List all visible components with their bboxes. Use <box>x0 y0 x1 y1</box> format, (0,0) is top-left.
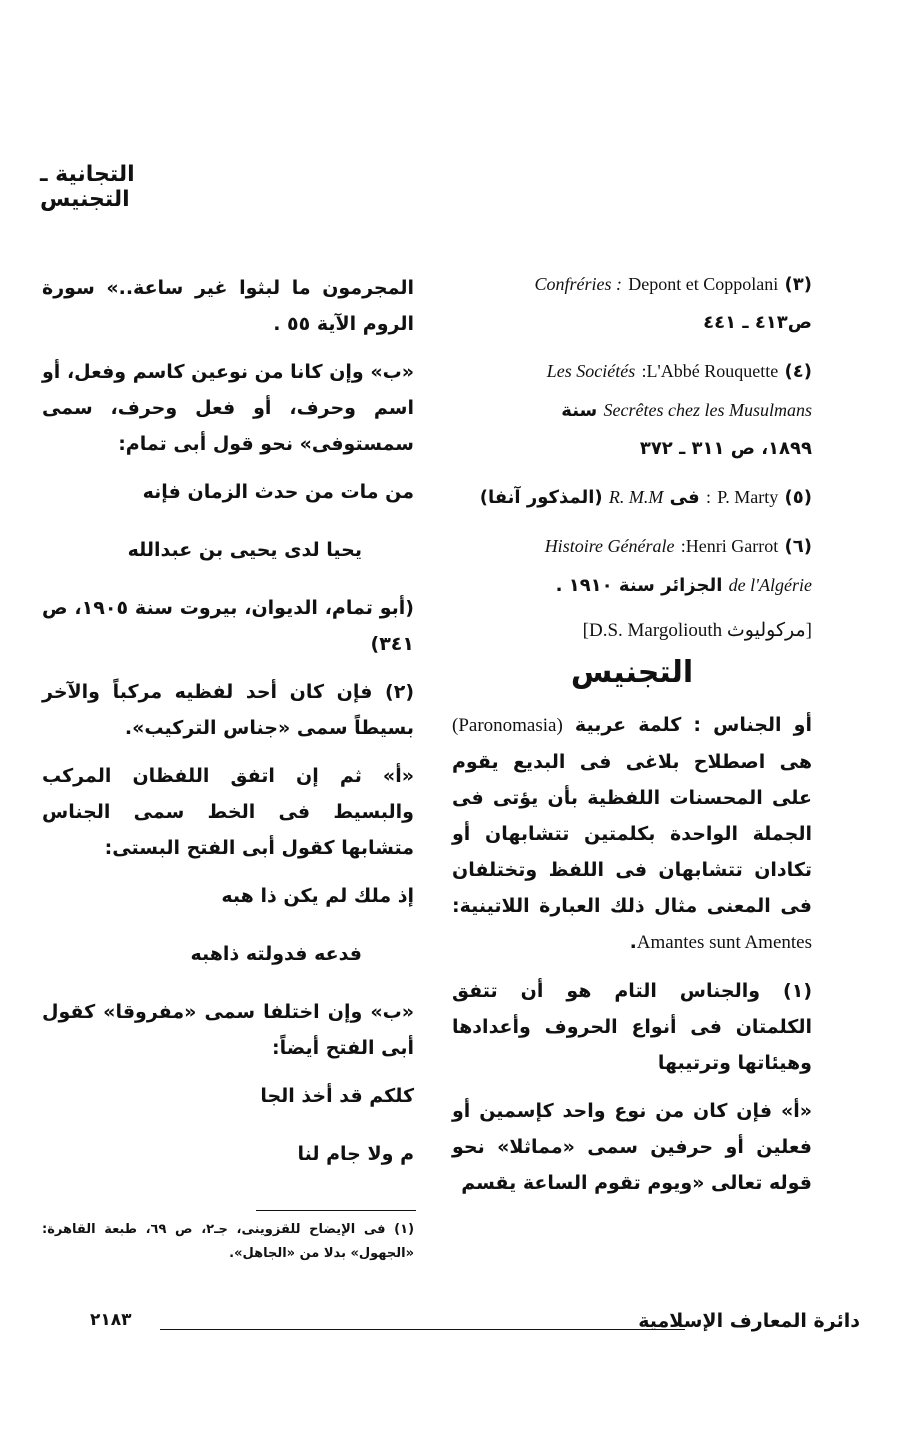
reference-3 <box>452 265 812 342</box>
reference-pages: ص٤١٣ ـ ٤٤١ <box>703 312 812 333</box>
reference-title-continued: de l'Algérie <box>728 575 812 595</box>
verse-line-2: يحيا لدى يحيى بن عبدالله <box>127 539 362 561</box>
reference-title-continued: Secrêtes chez les Musulmans <box>603 400 812 420</box>
reference-note: (المذكور آنفا) <box>479 487 603 508</box>
reference-4 <box>452 352 812 468</box>
verse-line-1: من مات من حدث الزمان فإنه <box>142 481 414 503</box>
reference-in: فى <box>669 487 700 508</box>
reference-year-word: سنة <box>561 400 598 421</box>
verse-line-3: إذ ملك لم يكن ذا هبه <box>221 885 414 907</box>
latin-term: (Paronomasia) <box>452 715 563 736</box>
article-author-signature: [مركوليوث D.S. Margoliouth] <box>582 620 812 641</box>
reference-title: Les Sociétés <box>546 361 636 381</box>
reference-number: (٥) <box>784 487 812 508</box>
definition-lead: أو الجناس : كلمة عربية <box>574 714 812 736</box>
right-paragraph-2: (١) والجناس التام هو أن تتفق الكلمتان فى أنواع الحروف وأعدادها وهيئاتها وترتيبها <box>452 980 812 1074</box>
left-citation: (أبو تمام، الديوان، بيروت سنة ١٩٠٥، ص ٣٤١) <box>42 597 414 655</box>
verse-line-5: كلكم قد أخذ الجا <box>260 1085 414 1107</box>
section-title: التجنيس <box>570 655 694 690</box>
reference-author: :Henri Garrot <box>680 536 779 556</box>
left-paragraph-1: المجرمون ما لبثوا غير ساعة..» سورة الروم الآية ٥٥ . <box>42 277 414 335</box>
verse-line-4: فدعه فدولته ذاهبه <box>190 943 362 965</box>
definition-body: هى اصطلاح بلاغى فى البديع يقوم على المحسنات اللفظية بأن يؤتى فى الجملة الواحدة بكلمتين تتشابهان أو تكادان تتشابهان فى اللفظ وتختلفان فى المعنى مثال ذلك العبارة اللاتينية: <box>452 751 812 917</box>
reference-title: Histoire Générale <box>544 536 675 556</box>
footnote: (١) فى الإيضاح للقزوينى، جـ٢، ص ٦٩، طبعة القاهرة: «الجهول» بدلا من «الجاهل». <box>42 1222 415 1261</box>
reference-number: (٣) <box>784 274 812 295</box>
reference-author: :L'Abbé Rouquette <box>641 361 779 381</box>
left-paragraph-4: (٢) فإن كان أحد لفظيه مركباً والآخر بسيطاً سمى «جناس التركيب». <box>42 681 414 739</box>
reference-number: (٤) <box>784 361 812 382</box>
reference-journal: R. M.M <box>608 487 664 507</box>
right-column <box>452 265 812 1213</box>
verse-line-6: م ولا جام لنا <box>297 1143 414 1165</box>
left-paragraph-6: «ب» وإن اختلفا سمى «مفروقا» كقول أبى الفتح أيضاً: <box>42 1001 414 1059</box>
page-footer <box>40 1310 860 1340</box>
page-number: ٢١٨٣ <box>90 1310 132 1330</box>
reference-separator: : <box>705 487 711 507</box>
running-head: التجانية ـ التجنيس <box>40 162 135 212</box>
left-paragraph-5: «أ» ثم إن اتفق اللفظان المركب والبسيط فى الخط سمى الجناس متشابها كقول أبى الفتح البستى: <box>42 765 414 859</box>
publication-title: دائرة المعارف الإسلامية <box>638 1310 860 1332</box>
footnote-divider <box>256 1210 416 1211</box>
right-paragraph-3: «أ» فإن كان من نوع واحد كإسمين أو فعلين أو حرفين سمى «مماثلا» نحو قوله تعالى «ويوم تقوم الساعة يقسم <box>452 1100 812 1194</box>
latin-example: Amantes sunt Amentes <box>636 932 812 953</box>
reference-pages: ١٨٩٩، ص ٣١١ ـ ٣٧٢ <box>639 438 812 459</box>
reference-number: (٦) <box>784 536 812 557</box>
footer-rule <box>160 1329 685 1330</box>
reference-6 <box>452 527 812 605</box>
reference-place-year: الجزائر سنة ١٩١٠ . <box>555 575 723 596</box>
reference-author: P. Marty <box>717 487 779 507</box>
left-column <box>42 270 414 1194</box>
reference-title: Confréries : <box>534 274 622 294</box>
reference-author: Depont et Coppolani <box>628 274 779 294</box>
right-paragraph-1: أو الجناس : كلمة عربية (Paronomasia) هى اصطلاح بلاغى فى البديع يقوم على المحسنات اللفظية بأن يؤتى فى الجملة الواحدة بكلمتين تتشابهان أو تكادان تتشابهان فى اللفظ وتختلفان فى المعنى مثال ذلك العبارة اللاتينية: Amantes sunt Amentes. <box>452 714 812 953</box>
left-paragraph-2: «ب» وإن كانا من نوعين كاسم وفعل، أو اسم وحرف، أو فعل وحرف، سمى سمستوفى» نحو قول أبى تمام: <box>42 361 414 455</box>
reference-5 <box>452 478 812 517</box>
